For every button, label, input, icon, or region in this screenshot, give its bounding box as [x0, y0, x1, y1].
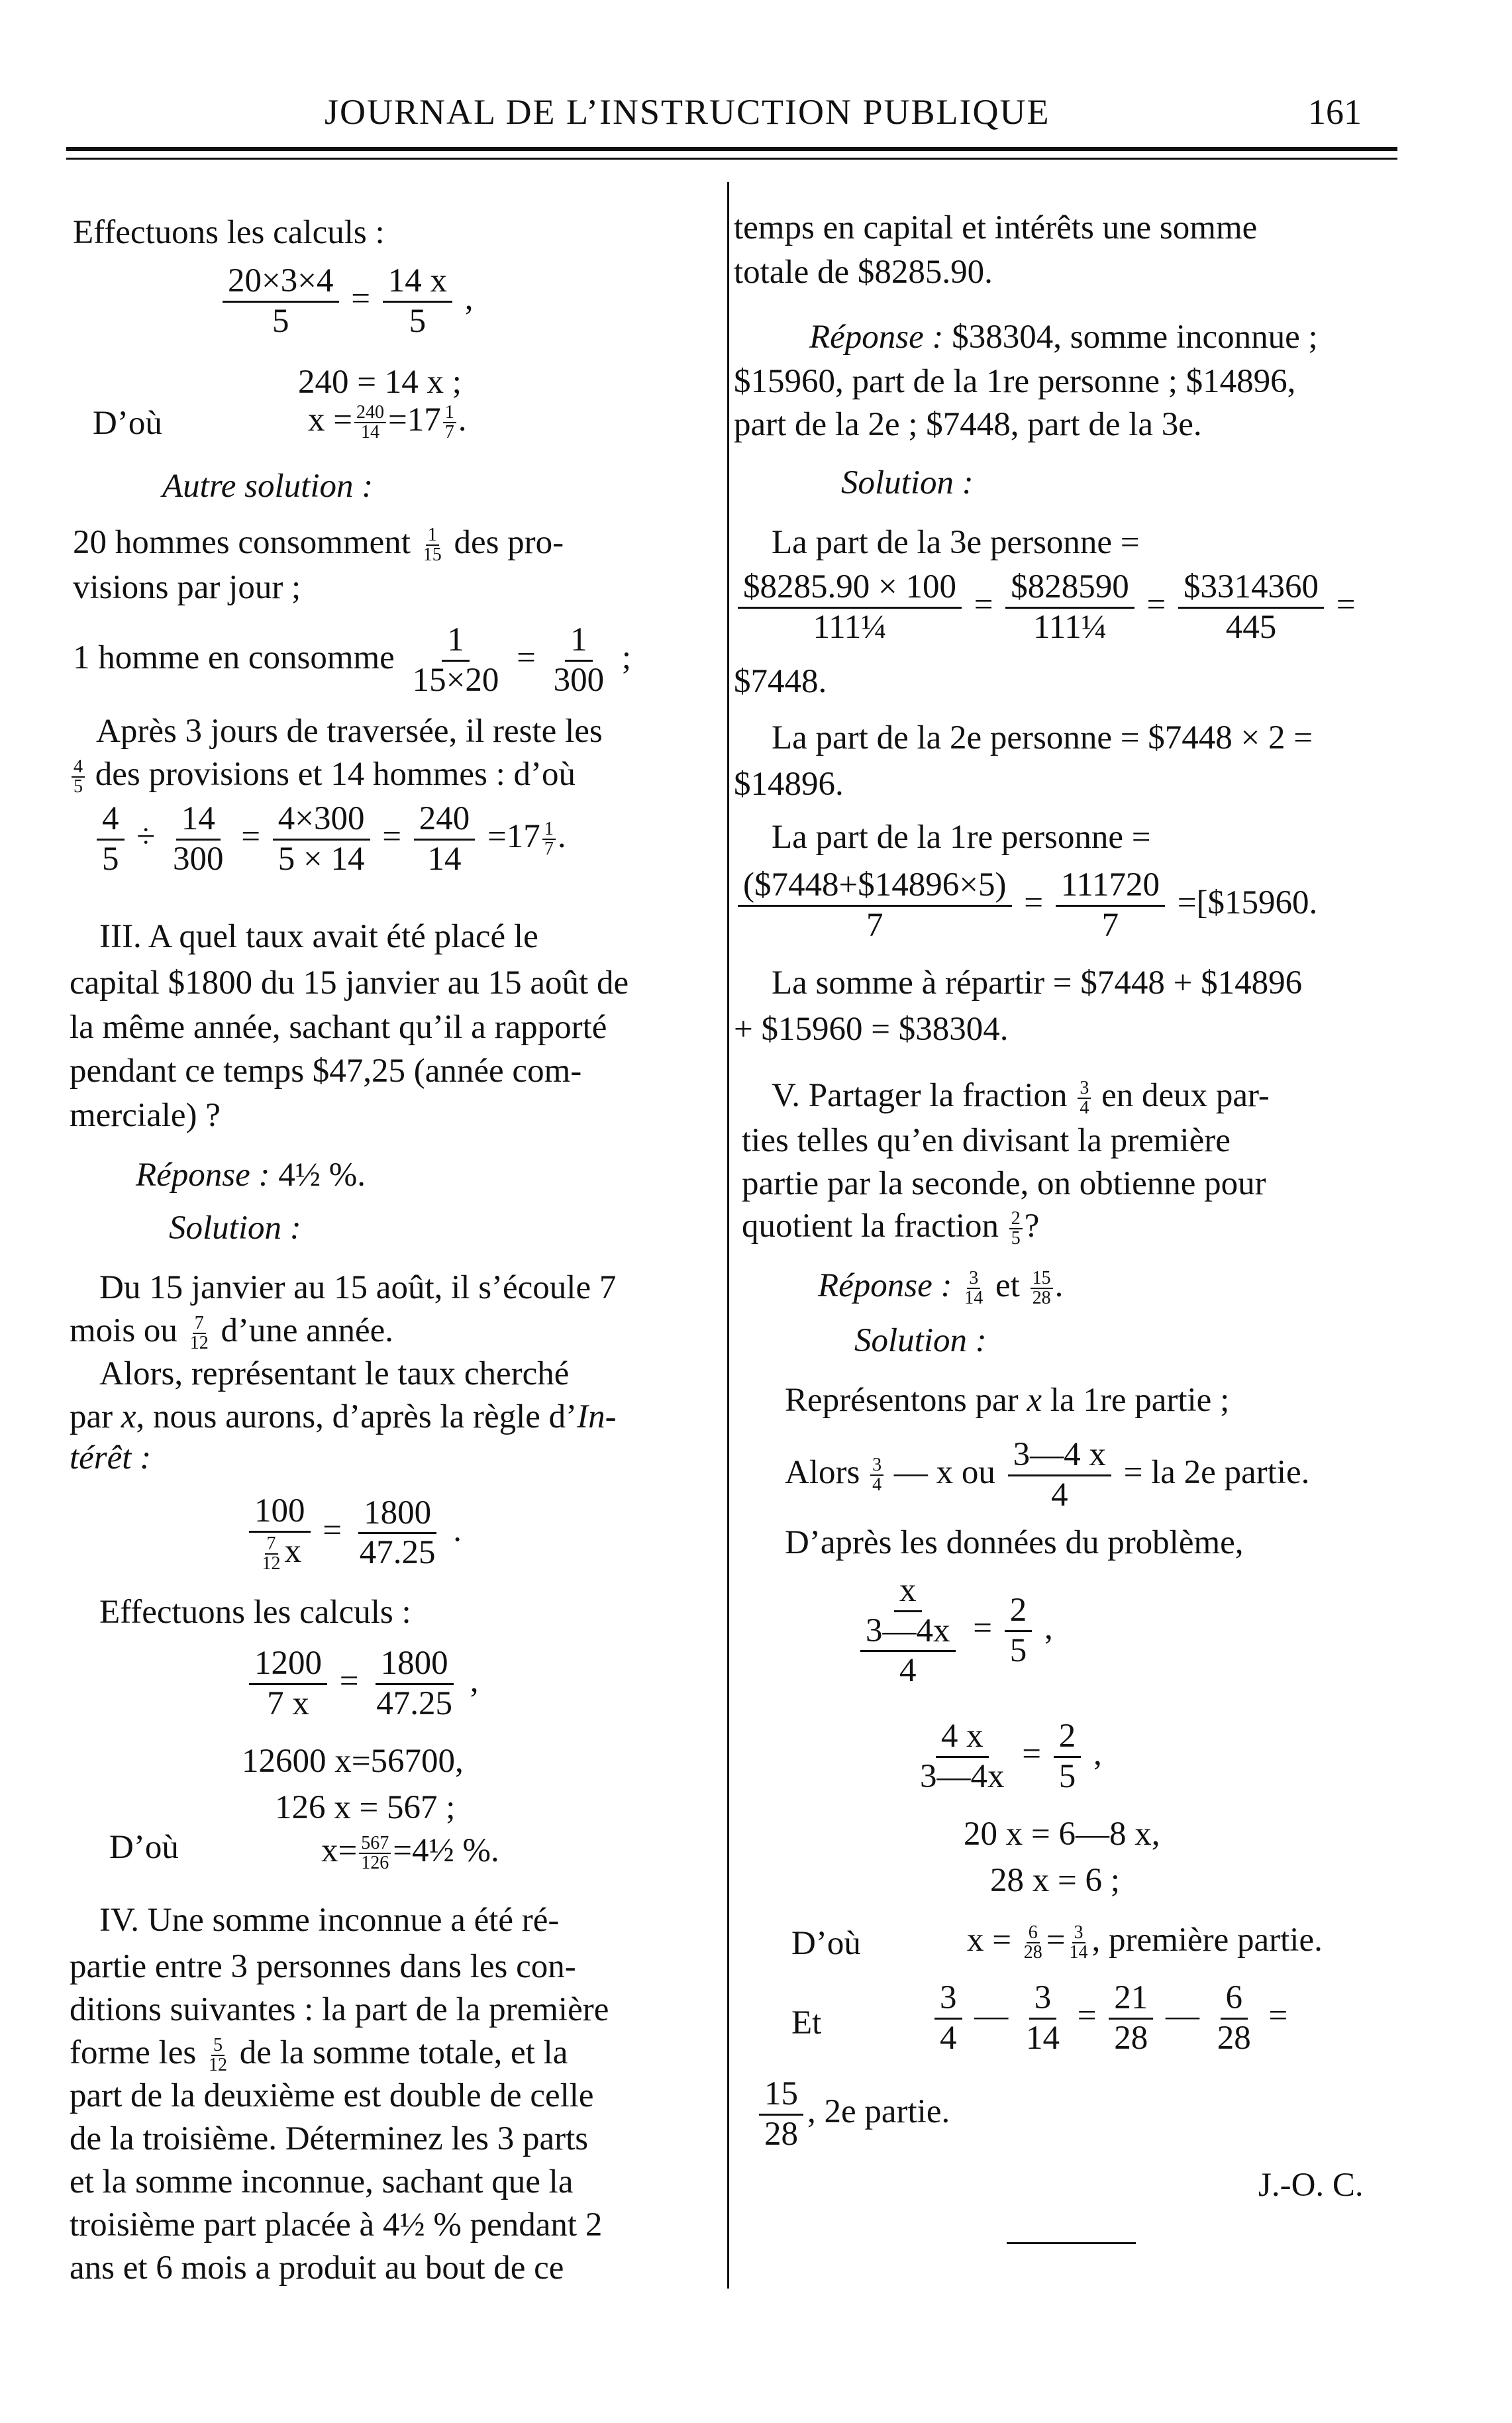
g6-n4: 6 [1221, 1981, 1248, 2020]
e5-end: , [470, 1662, 479, 1700]
q4-4a: forme les [70, 2034, 197, 2071]
rep5-fn1: 3 [967, 1269, 980, 1289]
eq-1-den1: 5 [272, 302, 289, 340]
donc-2: D’où [109, 1829, 179, 1866]
solution-4: Solution : [841, 464, 974, 501]
et-label: Et [791, 2004, 822, 2041]
p1-line2: visions par jour ; [73, 569, 301, 606]
f1-d1: 111¼ [813, 608, 887, 646]
q5-1b: en deux par- [1101, 1077, 1270, 1114]
q4-line9: ans et 6 mois a produit au bout de ce [70, 2249, 564, 2287]
eq-g6 [931, 1981, 1287, 2056]
g5-mid: = [1046, 1922, 1066, 1959]
s3-line3: Alors, représentant le taux cherché [99, 1355, 570, 1392]
f2-n1: ($7448+$14896×5) [738, 868, 1012, 907]
g2-end: , [1093, 1735, 1102, 1773]
reponse-4-line2: $15960, part de la 1re personne ; $14896, [734, 363, 1296, 400]
q3-line5: merciale) ? [70, 1097, 221, 1134]
r8a: Représentons par [785, 1382, 1019, 1419]
e3-n1: 4 [97, 801, 125, 841]
p1-fn: 1 [426, 526, 439, 546]
x2-pre: x= [321, 1832, 358, 1869]
rep3-value: 4½ %. [278, 1157, 366, 1194]
q3-line4: pendant ce temps $47,25 (année com- [70, 1053, 582, 1090]
q3-line2: capital $1800 du 15 janvier au 15 août de [70, 964, 629, 1002]
q5-4a: quotient la fraction [742, 1208, 999, 1245]
eq-1-num2: 14 x [383, 264, 452, 303]
g6-n1: 3 [934, 1981, 962, 2020]
s3-4c: In- [577, 1398, 617, 1435]
e3-end: . [557, 817, 566, 855]
eq-5 [245, 1646, 479, 1722]
g1-n2: 2 [1005, 1593, 1033, 1632]
g5-pre: x = [967, 1922, 1012, 1959]
g2-d2: 5 [1058, 1757, 1076, 1795]
p1-a: 20 hommes consomment [73, 524, 411, 561]
x2-post: =4½ %. [393, 1832, 499, 1869]
e3-fd: 7 [544, 839, 554, 860]
donc-3: D’où [791, 1925, 861, 1962]
eq-3 [93, 801, 566, 877]
rep5-fd1: 14 [964, 1288, 983, 1309]
q4-fn: 5 [211, 2036, 225, 2056]
eq-g4: 28 x = 6 ; [990, 1862, 1120, 1899]
x-result-2 [321, 1831, 499, 1873]
g7-n: 15 [759, 2077, 803, 2116]
end-rule [1007, 2242, 1136, 2244]
g1-end: , [1044, 1610, 1053, 1647]
s3-4b: , nous aurons, d’après la règle d’ [136, 1398, 578, 1435]
e3-eq2: = [382, 817, 402, 855]
signature-initials: J.-O. C. [1258, 2167, 1364, 2204]
g2-d: 3—4x [920, 1757, 1005, 1795]
header-rule-thick [66, 147, 1397, 151]
eq-1-den2: 5 [409, 302, 427, 340]
r9a: Alors [785, 1453, 860, 1491]
s3-line5: térêt : [70, 1439, 152, 1476]
eq-6: 12600 x=56700, [242, 1743, 464, 1780]
p2-a: 1 homme en consomme [73, 639, 395, 676]
q4-line4 [70, 2034, 568, 2075]
r-line-5: La part de la 1re personne = [772, 819, 1151, 856]
eq-1-num1: 20×3×4 [223, 264, 339, 303]
e5-d2: 47.25 [376, 1684, 453, 1722]
e3-n3: 4×300 [273, 801, 370, 841]
r-line-8 [785, 1381, 1229, 1419]
eq-g1 [851, 1573, 1053, 1689]
s3-fd: 12 [189, 1333, 209, 1354]
p2-eq: = [517, 639, 536, 676]
p1-line1 [73, 523, 564, 564]
rep5-fn2: 15 [1031, 1269, 1053, 1289]
p2-d2: 300 [553, 661, 605, 699]
e4-n2: 1800 [358, 1496, 436, 1535]
e5-d1: 7 x [267, 1684, 309, 1722]
g1-dd: 4 [899, 1652, 917, 1690]
left-line-2: Effectuons les calculs : [99, 1594, 411, 1631]
reponse-3 [136, 1156, 366, 1194]
g1-n: x [894, 1573, 922, 1612]
x2-num: 567 [359, 1834, 391, 1854]
running-title: JOURNAL DE L’INSTRUCTION PUBLIQUE [325, 92, 1050, 132]
e4-d1 [253, 1533, 307, 1573]
eq-1 [219, 264, 474, 339]
s3-fn: 7 [193, 1314, 206, 1334]
r8b: la 1re partie ; [1050, 1382, 1230, 1419]
g6-n3: 21 [1109, 1981, 1153, 2020]
s3-line1: Du 15 janvier au 15 août, il s’écoule 7 [99, 1269, 617, 1306]
r9d: 4 [1050, 1476, 1068, 1514]
e4-end: . [453, 1512, 462, 1549]
g5-fd1: 28 [1023, 1942, 1042, 1963]
rep5-mid: et [995, 1267, 1020, 1304]
frac-row-1 [734, 570, 1356, 645]
right-line-2: totale de $8285.90. [734, 254, 993, 291]
g7-d: 28 [764, 2115, 798, 2153]
g6-op1: — [974, 1996, 1009, 2034]
eq-1-tail: , [464, 280, 474, 317]
e3-fn: 1 [542, 820, 556, 840]
left-line-1: Effectuons les calculs : [73, 214, 385, 251]
q5-fn2: 2 [1009, 1210, 1023, 1229]
x1-den: 14 [361, 422, 380, 443]
solution-3: Solution : [169, 1210, 301, 1247]
p1-b: des pro- [454, 524, 564, 561]
p2-end: ; [621, 639, 632, 676]
q5-line2: ties telles qu’en divisant la première [742, 1122, 1231, 1159]
x1-num: 240 [354, 403, 386, 423]
rep5-end: . [1054, 1267, 1064, 1304]
f1-eq3: = [1336, 586, 1356, 623]
q4-line3: ditions suivantes : la part de la première [70, 1991, 609, 2028]
q5-1a: V. Partager la fraction [772, 1077, 1068, 1114]
r9fd: 4 [872, 1474, 882, 1496]
eq-g2 [911, 1719, 1102, 1794]
e3-d4: 14 [427, 840, 462, 878]
x1-end: . [458, 401, 467, 438]
p2-d1: 15×20 [412, 661, 499, 699]
eq-g5 [967, 1921, 1323, 1962]
r9b: — x ou [893, 1453, 995, 1491]
q5-line4 [742, 1207, 1039, 1248]
eq-1-eq: = [351, 280, 371, 317]
r9n: 3—4 x [1008, 1437, 1111, 1476]
g5-fd2: 14 [1069, 1942, 1088, 1963]
donc-1: D’où [93, 405, 162, 442]
autre-solution: Autre solution : [162, 468, 374, 505]
p3-fd: 5 [74, 776, 83, 798]
f1-n3: $3314360 [1178, 570, 1324, 609]
p2-n1: 1 [442, 623, 470, 662]
eq-2: 240 = 14 x ; [298, 364, 462, 401]
p3-fn: 4 [72, 758, 85, 778]
g6-d1: 4 [940, 2019, 957, 2057]
g6-eq: = [1077, 1996, 1097, 2034]
g5-fn1: 6 [1027, 1924, 1040, 1943]
s3-line4 [70, 1398, 617, 1436]
p2-n2: 1 [565, 623, 593, 662]
e3-eq1: = [241, 817, 261, 855]
g6-op2: — [1166, 1996, 1200, 2034]
eq-7: 126 x = 567 ; [275, 1789, 456, 1826]
g2-eq: = [1022, 1735, 1042, 1773]
e5-eq: = [339, 1662, 359, 1700]
e3-div: ÷ [136, 817, 156, 855]
r9fn: 3 [870, 1456, 883, 1476]
eq-g7 [755, 2077, 950, 2152]
e3-d2: 300 [173, 840, 224, 878]
e3-d1: 5 [102, 840, 119, 878]
reponse-4 [809, 318, 1318, 356]
q5-fd2: 5 [1011, 1228, 1021, 1249]
e5-n1: 1200 [249, 1646, 327, 1685]
s3-4x: x [121, 1398, 136, 1435]
q4-line6: de la troisième. Déterminez les 3 parts [70, 2120, 589, 2157]
x1-fd: 7 [444, 422, 454, 443]
f2-d2: 7 [1101, 906, 1119, 944]
rep5-fd2: 28 [1032, 1288, 1051, 1309]
f1-eq2: = [1146, 586, 1166, 623]
s3-4a: par [70, 1398, 113, 1435]
q4-line5: part de la deuxième est double de celle [70, 2077, 594, 2114]
eq-4 [245, 1494, 462, 1573]
g5-post: , première partie. [1091, 1922, 1323, 1959]
r-line-10: D’après les données du problème, [785, 1524, 1244, 1561]
r8x: x [1027, 1382, 1042, 1419]
q5-line1 [772, 1076, 1270, 1117]
g7-post: , 2e partie. [807, 2092, 950, 2130]
g6-d4: 28 [1217, 2019, 1251, 2057]
r-line-2: $7448. [734, 663, 827, 700]
reponse-4-line3: part de la 2e ; $7448, part de la 3e. [734, 406, 1202, 443]
s3-line2 [70, 1312, 393, 1353]
frac-row-2 [734, 868, 1317, 943]
reponse-5 [818, 1266, 1063, 1308]
r9c: = la 2e partie. [1123, 1453, 1310, 1491]
g2-n: 4 x [936, 1719, 989, 1758]
r-line-3: La part de la 2e personne = $7448 × 2 = [772, 719, 1313, 756]
p3-line2 [70, 755, 576, 796]
r-line-1: La part de la 3e personne = [772, 524, 1140, 561]
e3-n4: 240 [414, 801, 476, 841]
e3-d3: 5 × 14 [277, 840, 365, 878]
g6-d2: 14 [1026, 2019, 1060, 2057]
q3-line3: la même année, sachant qu’il a rapporté [70, 1009, 607, 1046]
q4-line1: IV. Une somme inconnue a été ré- [99, 1902, 560, 1939]
x-result-1 [308, 401, 467, 442]
x1-pre: x = [308, 401, 353, 438]
e4-d1x: x [284, 1532, 301, 1570]
f1-eq1: = [974, 586, 993, 623]
g1-d2: 5 [1009, 1631, 1027, 1669]
r-line-7: + $15960 = $38304. [734, 1011, 1009, 1048]
q5-fd: 4 [1080, 1098, 1089, 1119]
q5-4b: ? [1024, 1208, 1040, 1245]
q3-line1: III. A quel taux avait été placé le [99, 918, 538, 955]
page-number: 161 [1308, 92, 1362, 132]
e5-n2: 1800 [376, 1646, 454, 1685]
e4-d2: 47.25 [359, 1534, 436, 1572]
g2-n2: 2 [1054, 1719, 1082, 1758]
right-line-1: temps en capital et intérêts une somme [734, 209, 1258, 246]
f2-eq2: =[$15960. [1177, 884, 1318, 921]
r-line-6: La somme à répartir = $7448 + $14896 [772, 964, 1303, 1002]
column-divider [727, 182, 729, 2289]
r-line-4: $14896. [734, 766, 844, 803]
r-line-9 [785, 1437, 1309, 1513]
f1-d3: 445 [1225, 608, 1277, 646]
eq-g3: 20 x = 6—8 x, [964, 1816, 1160, 1853]
q4-line8: troisième part placée à 4½ % pendant 2 [70, 2206, 603, 2243]
f2-eq1: = [1024, 884, 1044, 921]
e4-n1: 100 [249, 1494, 311, 1533]
g6-end: = [1268, 1996, 1288, 2034]
g5-fn2: 3 [1072, 1924, 1085, 1943]
g1-eq: = [973, 1610, 993, 1647]
p1-fd: 15 [423, 544, 442, 566]
f2-n2: 111720 [1056, 868, 1165, 907]
g1-dn: 3—4x [860, 1614, 956, 1653]
x2-den: 126 [361, 1853, 389, 1874]
f1-n2: $828590 [1005, 570, 1134, 609]
g6-n2: 3 [1029, 1981, 1057, 2020]
p3-line1: Après 3 jours de traversée, il reste les [96, 713, 603, 750]
x1-post: =17 [388, 401, 441, 438]
rep3-label: Réponse : [136, 1157, 270, 1194]
rep4-1: $38304, somme inconnue ; [952, 319, 1318, 356]
e3-eq3: =17 [487, 817, 540, 855]
solution-5: Solution : [854, 1322, 987, 1359]
s3-2b: d’une année. [221, 1312, 393, 1349]
p3-b: des provisions et 14 hommes : d’où [95, 756, 576, 793]
e3-n2: 14 [176, 801, 221, 841]
q4-4b: de la somme totale, et la [239, 2034, 568, 2071]
f2-d1: 7 [866, 906, 883, 944]
q4-line7: et la somme inconnue, sachant que la [70, 2163, 574, 2200]
x1-fn: 1 [443, 403, 456, 423]
g6-d3: 28 [1114, 2019, 1148, 2057]
q4-fd: 12 [208, 2055, 227, 2076]
q5-fn: 3 [1078, 1079, 1091, 1099]
e4-d1fn: 7 [265, 1535, 278, 1555]
q5-line3: partie par la seconde, on obtienne pour [742, 1165, 1266, 1202]
g1-d [855, 1612, 961, 1689]
f1-n1: $8285.90 × 100 [738, 570, 962, 609]
f1-d2: 111¼ [1033, 608, 1107, 646]
q4-line2: partie entre 3 personnes dans les con- [70, 1948, 576, 1985]
rep4-label: Réponse : [809, 319, 944, 356]
p2-line [73, 623, 631, 698]
header-rule-thin [66, 158, 1397, 160]
rep5-label: Réponse : [818, 1267, 952, 1304]
e4-eq: = [323, 1512, 342, 1549]
e4-d1fd: 12 [262, 1553, 281, 1574]
s3-2a: mois ou [70, 1312, 177, 1349]
